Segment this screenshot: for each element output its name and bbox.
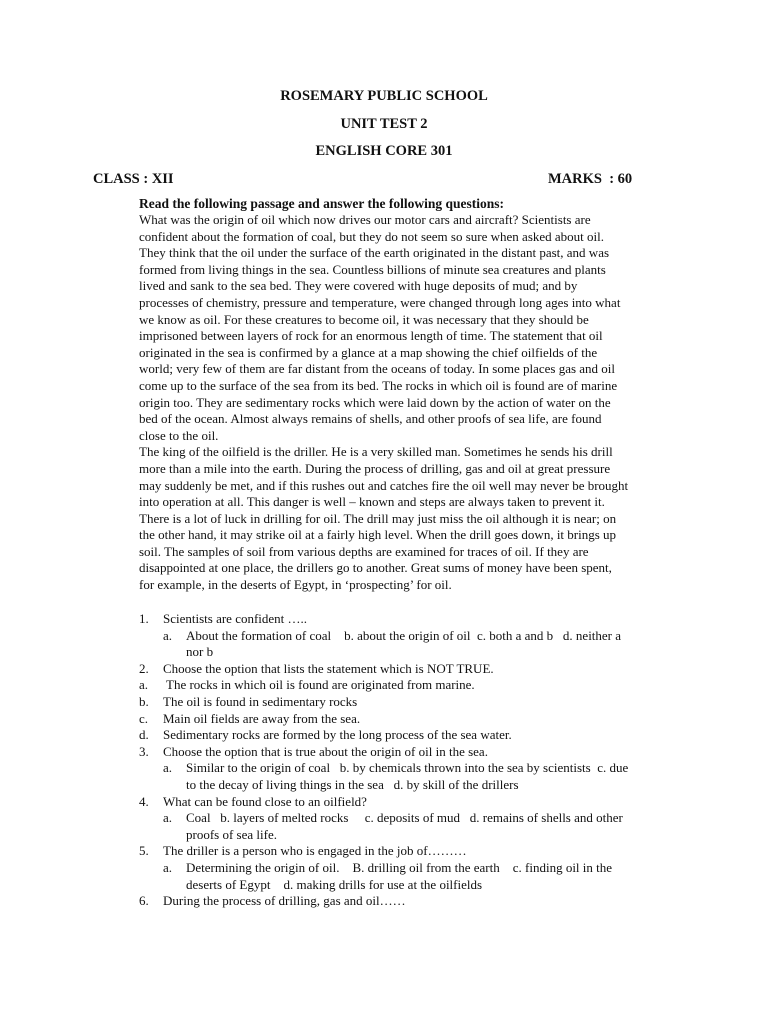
question-number: 3. bbox=[139, 743, 149, 759]
option-letter: d. bbox=[139, 727, 149, 743]
passage-line: soil. The samples of soil from various depths are examined for traces of oil. If they are bbox=[139, 543, 589, 559]
option-text: Determining the origin of oil. B. drilling oil from the earth c. finding oil in the bbox=[186, 859, 613, 875]
question-2-option-a bbox=[139, 677, 679, 694]
question-text: What can be found close to an oilfield? bbox=[163, 793, 367, 809]
option-text: About the formation of coal b. about the origin of oil c. both a and b d. neither a bbox=[186, 627, 622, 643]
passage-line: more than a mile into the earth. During the process of drilling, gas and oil at great pressure bbox=[139, 460, 611, 476]
option-letter: a. bbox=[139, 677, 149, 693]
option-text: Similar to the origin of coal b. by chemicals thrown into the sea by scientists c. due bbox=[186, 760, 629, 776]
passage-line: origin too. They are sedimentary rocks which were laid down by the action of water on the bbox=[139, 394, 611, 410]
question-4 bbox=[139, 794, 679, 811]
passage-line: imprisoned between layers of rock for an enormous length of time. The statement that oil bbox=[139, 328, 603, 344]
question-1-options-continued: nor b bbox=[186, 644, 214, 660]
passage-line: The king of the oilfield is the driller. He is a very skilled man. Sometimes he sends his drill bbox=[139, 444, 613, 460]
question-number: 2. bbox=[139, 660, 149, 676]
passage-line: What was the origin of oil which now drives our motor cars and aircraft? Scientists are bbox=[139, 212, 591, 227]
passage-instruction: Read the following passage and answer the following questions: bbox=[139, 196, 505, 211]
passage-line: originated in the sea is confirmed by a glance at a map showing the chief oilfields of the bbox=[139, 344, 598, 360]
school-name: ROSEMARY PUBLIC SCHOOL bbox=[280, 88, 488, 104]
passage-line: close to the oil. bbox=[139, 427, 219, 443]
passage-line: come up to the surface of the sea from its bed. The rocks in which oil is found are of marine bbox=[139, 377, 618, 393]
option-text: Coal b. layers of melted rocks c. deposits of mud d. remains of shells and other bbox=[186, 810, 623, 826]
subject-title: ENGLISH CORE 301 bbox=[315, 143, 453, 159]
question-number: 1. bbox=[139, 611, 149, 626]
option-text: The oil is found in sedimentary rocks bbox=[163, 693, 358, 709]
question-2 bbox=[139, 661, 679, 678]
question-4-options bbox=[139, 810, 679, 827]
option-text: The rocks in which oil is found are originated from marine. bbox=[163, 677, 475, 693]
reading-passage bbox=[139, 212, 669, 594]
passage-line: disappointed at one place, the drillers go to another. Great sums of money have been spent, bbox=[139, 560, 612, 576]
option-letter: b. bbox=[139, 693, 149, 709]
marks-label: MARKS : 60 bbox=[548, 171, 633, 187]
question-5 bbox=[139, 843, 679, 860]
passage-line: we know as oil. For these creatures to become oil, it was necessary that they should be bbox=[139, 311, 589, 327]
option-text: Sedimentary rocks are formed by the long process of the sea water. bbox=[163, 727, 512, 743]
option-letter: c. bbox=[139, 710, 149, 726]
passage-line: processes of chemistry, pressure and temperature, were changed through long ages into what bbox=[139, 294, 621, 310]
passage-line: may suddenly be met, and if this rushes out and catches fire the oil well may never be brought bbox=[139, 477, 629, 493]
passage-line: formed from living things in the sea. Countless billions of minute sea creatures and plants bbox=[139, 261, 606, 277]
question-list bbox=[139, 611, 679, 910]
passage-line: world; very few of them are far distant from the oceans of today. In some places gas and oil bbox=[139, 361, 616, 377]
class-label: CLASS : XII bbox=[93, 171, 174, 187]
question-1-options bbox=[139, 628, 679, 645]
question-text: Choose the option that lists the statement which is NOT TRUE. bbox=[163, 660, 494, 676]
passage-line: lived and sank to the sea bed. They were covered with huge deposits of mud; and by bbox=[139, 278, 578, 294]
test-title: UNIT TEST 2 bbox=[340, 116, 428, 132]
question-text: Choose the option that is true about the origin of oil in the sea. bbox=[163, 743, 488, 759]
question-3-options-continued: to the decay of living things in the sea d. by skill of the drillers bbox=[186, 776, 519, 792]
question-number: 4. bbox=[139, 793, 149, 809]
passage-line: the other hand, it may strike oil at a fairly high level. When the drill goes down, it brings up bbox=[139, 527, 617, 543]
question-number: 6. bbox=[139, 893, 149, 909]
question-1 bbox=[139, 611, 679, 628]
option-letter: a. bbox=[163, 859, 173, 875]
passage-line: They think that the oil under the surface of the earth originated in the distant past, and was bbox=[139, 245, 610, 261]
question-4-options-continued: proofs of sea life. bbox=[186, 826, 277, 842]
question-2-option-c bbox=[139, 711, 679, 728]
option-letter: a. bbox=[163, 810, 173, 826]
question-number: 5. bbox=[139, 843, 149, 859]
question-5-options bbox=[139, 860, 679, 877]
question-text: Scientists are confident ….. bbox=[163, 611, 308, 626]
option-letter: a. bbox=[163, 760, 173, 776]
question-text: The driller is a person who is engaged in the job of……… bbox=[163, 843, 467, 859]
passage-line: bed of the ocean. Almost always remains of shells, and other proofs of sea life, are found bbox=[139, 411, 602, 427]
question-3 bbox=[139, 744, 679, 761]
passage-line: for example, in the deserts of Egypt, in ‘prospecting’ for oil. bbox=[139, 577, 452, 593]
question-5-options-continued: deserts of Egypt d. making drills for use at the oilfields bbox=[186, 876, 483, 892]
option-letter: a. bbox=[163, 627, 173, 643]
question-2-option-b bbox=[139, 694, 679, 711]
question-3-options bbox=[139, 760, 679, 777]
question-text: During the process of drilling, gas and oil…… bbox=[163, 893, 406, 909]
passage-line: There is a lot of luck in drilling for oil. The drill may just miss the oil although it is near; on bbox=[139, 510, 617, 526]
option-text: Main oil fields are away from the sea. bbox=[163, 710, 361, 726]
passage-line: confident about the formation of coal, but they do not seem so sure when asked about oil. bbox=[139, 228, 604, 244]
passage-line: into operation at all. This danger is well – known and steps are always taken to prevent it. bbox=[139, 494, 605, 510]
question-2-option-d bbox=[139, 727, 679, 744]
question-6 bbox=[139, 893, 679, 910]
